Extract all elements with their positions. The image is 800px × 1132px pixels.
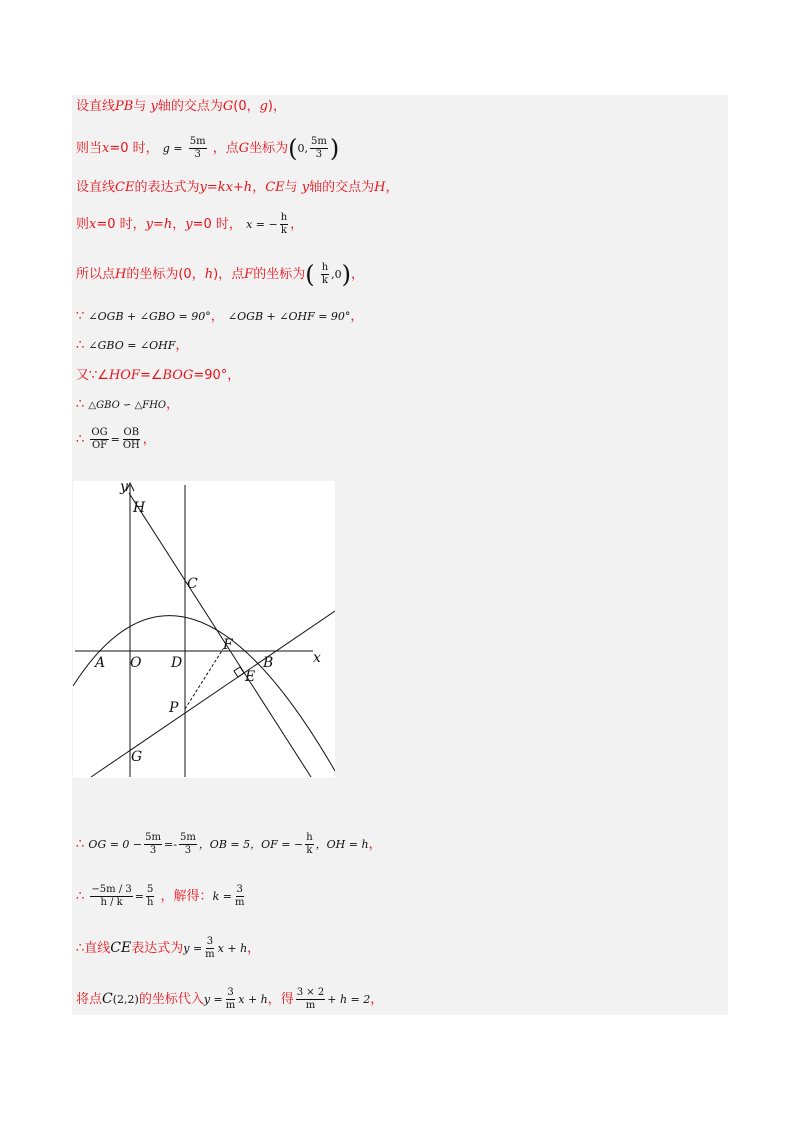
var: y=h xyxy=(145,217,173,232)
text: ，点 xyxy=(212,141,239,156)
text: 设直线 xyxy=(76,99,116,114)
math: = xyxy=(134,890,144,903)
numerator: 5 xyxy=(146,884,154,895)
var: H xyxy=(374,180,386,195)
label-f: F xyxy=(223,637,233,653)
label-p: P xyxy=(169,700,179,716)
line-2: 则当x=0 时， g = $\frac{5m}{3}$ ，点G坐标为(0, $\frac{5m}{3}$ ) xyxy=(76,134,340,163)
math: ∠OGB + ∠OHF = 90° xyxy=(227,310,351,323)
var: C xyxy=(102,991,113,1007)
denominator: m xyxy=(234,897,245,908)
numerator: 5m xyxy=(179,832,196,843)
text: ， xyxy=(385,180,399,195)
fraction xyxy=(310,136,328,161)
math: ，OH = h xyxy=(315,838,369,851)
numerator: 3 xyxy=(227,987,234,998)
label-d: D xyxy=(171,655,183,671)
numerator: h xyxy=(306,832,313,843)
text: ， xyxy=(247,941,261,956)
therefore-symbol: ∴ xyxy=(76,837,85,852)
denominator: 3 xyxy=(184,845,192,856)
label-c: C xyxy=(187,576,198,592)
text: ， xyxy=(351,267,365,282)
right-angle-mark xyxy=(234,667,244,677)
var: y=kx+h xyxy=(199,180,253,195)
math: y = xyxy=(203,993,223,1006)
var: CE xyxy=(110,940,132,956)
text: =0 时， xyxy=(109,141,159,156)
math: OG = 0 − xyxy=(88,838,143,851)
math: ∠OGB + ∠GBO = 90° xyxy=(88,310,211,323)
text: 又∵∠ xyxy=(76,368,109,383)
parabola xyxy=(73,616,335,771)
text: 坐标为 xyxy=(249,141,289,156)
label-b: B xyxy=(263,655,274,671)
math: ∠GBO = ∠OHF xyxy=(88,339,176,352)
text: ， xyxy=(142,432,156,447)
text: =0 时， xyxy=(96,217,146,232)
numerator: 3 xyxy=(236,884,243,895)
numerator: 5m xyxy=(189,136,206,147)
text: ， xyxy=(172,217,186,232)
denominator: m xyxy=(205,949,215,960)
math: ，OB = 5，OF = − xyxy=(198,838,304,851)
text: 轴的交点为 xyxy=(157,99,223,114)
text: ∴直线 xyxy=(76,941,111,956)
var: PB xyxy=(115,99,134,114)
text: 的表达式为 xyxy=(134,180,200,195)
var: G xyxy=(238,141,250,156)
math: 0, xyxy=(297,142,308,155)
denominator: 3 xyxy=(149,845,157,856)
label-y: y xyxy=(120,481,128,495)
text: 将点 xyxy=(76,992,103,1007)
therefore-symbol: ∴ xyxy=(76,338,85,353)
math: x + h xyxy=(217,942,248,955)
fraction xyxy=(90,427,108,452)
denominator: m xyxy=(225,1000,236,1011)
text: 则 xyxy=(76,217,90,232)
text: 则当 xyxy=(76,141,103,156)
line-14 xyxy=(76,987,383,1012)
denominator: h / k xyxy=(100,897,123,908)
numerator: h xyxy=(280,212,288,223)
label-e: E xyxy=(245,669,256,685)
text: 的坐标代入 xyxy=(138,992,204,1007)
denominator: k xyxy=(321,275,328,286)
denominator: OF xyxy=(91,440,108,451)
fraction xyxy=(225,987,236,1012)
line-11 xyxy=(76,832,382,857)
text: (0， xyxy=(233,99,260,114)
text: 的坐标为(0， xyxy=(126,267,205,282)
fraction xyxy=(321,262,329,287)
var: g xyxy=(259,99,268,114)
text: )， xyxy=(267,99,286,114)
var: H xyxy=(115,267,127,282)
text: 轴的交点为 xyxy=(309,180,375,195)
fraction xyxy=(179,832,197,857)
text: ， xyxy=(370,992,384,1007)
label-h: H xyxy=(133,500,146,516)
text: 表达式为 xyxy=(131,941,184,956)
math: + h = 2 xyxy=(327,993,371,1006)
therefore-symbol: ∴ xyxy=(76,889,85,904)
math: (2,2) xyxy=(112,993,139,1006)
var: x xyxy=(102,141,110,156)
figure-svg xyxy=(73,481,335,778)
denominator: k xyxy=(306,845,313,856)
text: )，点 xyxy=(213,267,245,282)
fraction xyxy=(234,884,245,909)
text: ，解得： xyxy=(160,889,213,904)
numerator: −5m / 3 xyxy=(91,884,132,895)
var: BOG xyxy=(162,368,194,383)
fraction xyxy=(305,832,313,857)
text: ， xyxy=(175,338,189,353)
line-5: 所以点H的坐标为(0，h)，点F的坐标为( $\frac{h}{k}$ ,0)， xyxy=(76,260,365,289)
fraction xyxy=(122,427,141,452)
text: ， xyxy=(166,397,180,412)
label-o: O xyxy=(130,655,142,671)
numerator: h xyxy=(321,262,329,273)
line-ce xyxy=(129,493,311,777)
line-8 xyxy=(76,368,240,384)
var: y xyxy=(150,99,158,114)
numerator: OG xyxy=(91,427,108,438)
var: h xyxy=(204,267,214,282)
math: y = xyxy=(183,942,203,955)
numerator: 5m xyxy=(145,832,162,843)
text: ， xyxy=(290,217,304,232)
text: 的坐标为 xyxy=(253,267,306,282)
math: △GBO ∽ △FHO xyxy=(88,400,167,411)
text: 设直线 xyxy=(76,180,116,195)
denominator: 3 xyxy=(315,149,323,160)
because-symbol: ∵ xyxy=(76,309,85,324)
text: =90°， xyxy=(193,368,241,383)
var: G xyxy=(222,99,234,114)
label-x: x xyxy=(313,650,321,666)
line-12 xyxy=(76,884,247,909)
line-4 xyxy=(76,212,303,237)
text: =∠ xyxy=(139,368,163,383)
denominator: m xyxy=(305,1000,316,1011)
fraction xyxy=(146,884,154,909)
denominator: OH xyxy=(122,440,140,451)
therefore-symbol: ∴ xyxy=(76,432,85,447)
var: CE xyxy=(115,180,135,195)
line-13 xyxy=(76,936,260,961)
text: ， xyxy=(350,309,364,324)
line-3 xyxy=(76,180,399,196)
math: ,0 xyxy=(331,268,342,281)
numerator: OB xyxy=(123,427,140,438)
math: g = xyxy=(162,142,183,155)
numerator: 3 xyxy=(206,936,214,947)
fraction xyxy=(204,936,215,961)
line-6 xyxy=(76,309,363,325)
var: HOF xyxy=(108,368,140,383)
line-10 xyxy=(76,427,156,452)
fraction xyxy=(90,884,132,909)
denominator: k xyxy=(280,225,287,236)
fraction xyxy=(296,987,325,1012)
text: ， xyxy=(368,837,382,852)
var: y xyxy=(301,180,310,195)
var: F xyxy=(244,267,254,282)
var: x xyxy=(89,217,97,232)
geometry-figure xyxy=(73,481,335,778)
numerator: 5m xyxy=(311,136,327,147)
var: y xyxy=(185,217,193,232)
denominator: h xyxy=(146,897,154,908)
math: =- xyxy=(164,838,177,851)
line-pb xyxy=(91,611,335,777)
math: x + h xyxy=(238,993,268,1006)
fraction xyxy=(280,212,288,237)
label-a: A xyxy=(95,655,106,671)
math: x = − xyxy=(246,218,278,231)
denominator: 3 xyxy=(194,149,201,160)
text: ， xyxy=(210,309,224,324)
text: 与 xyxy=(284,180,298,195)
math: = xyxy=(110,433,120,446)
var: CE xyxy=(265,180,285,195)
numerator: 3 × 2 xyxy=(296,987,325,998)
text: ，得 xyxy=(267,992,294,1007)
text: 与 xyxy=(133,99,147,114)
text: 所以点 xyxy=(76,267,116,282)
line-1 xyxy=(76,99,286,115)
text: =0 时， xyxy=(192,217,242,232)
therefore-symbol: ∴ xyxy=(76,397,85,412)
text: ， xyxy=(252,180,266,195)
label-g: G xyxy=(131,749,143,765)
fraction xyxy=(144,832,162,857)
fraction xyxy=(189,136,207,161)
line-7 xyxy=(76,338,188,354)
math: k = xyxy=(212,890,232,903)
line-9 xyxy=(76,397,179,414)
